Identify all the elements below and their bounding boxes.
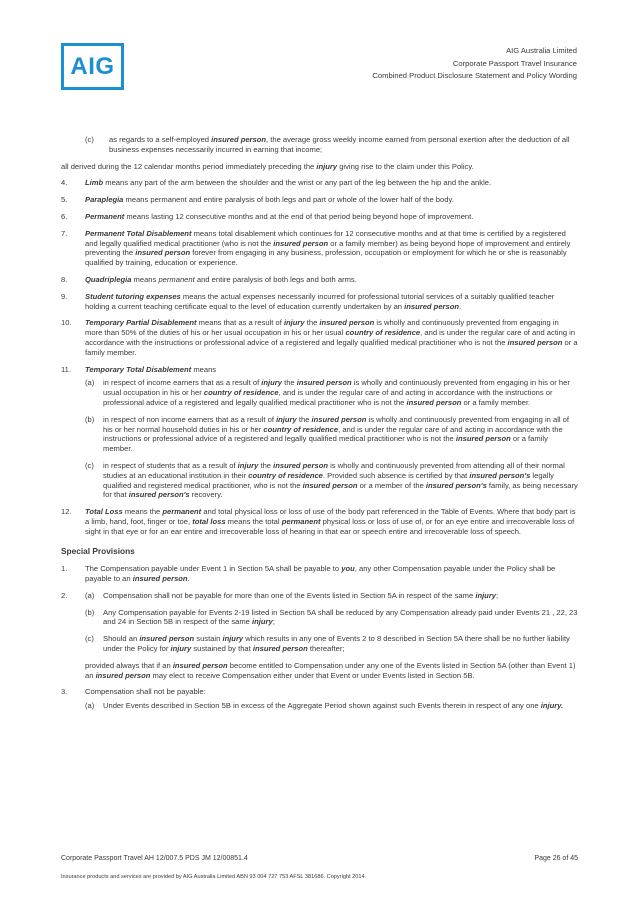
item-number: 11. [61,364,71,374]
item-number: 2. [61,590,68,600]
item-number: 1. [61,564,68,574]
item-number: 8. [61,274,68,284]
subitem-c [85,461,578,500]
item-number: 3. [61,687,68,697]
item-text: Should an insured person sustain injury which results in any one of Events 2 to 8 described in Section 5A there shall be no further liability under the Policy for injury sustained by that insured person thereafter; [103,634,570,654]
item-number: 4. [61,178,68,188]
provision-2-subitems [85,591,578,688]
definition-c [85,135,578,155]
item-number: (a) [85,590,95,600]
item-text: Temporary Total Disablement means [85,364,217,374]
item-text: Student tutoring expenses means the actual expenses necessarily incurred for professional tutorial services of a suitably qualified teacher holding a current teaching certificate equal to the level of education currently undertaken by an insured person. [85,291,555,311]
item-text: Quadriplegia means permanent and entire paralysis of both legs and both arms. [85,274,357,284]
definition-permanent-total-disablement [61,229,578,268]
page-number: Page 26 of 45 [534,855,578,862]
derived-paragraph: all derived during the 12 calendar months period immediately preceding the injury giving rise to the claim under this Policy. [61,161,474,171]
item-text: Temporary Partial Disablement means that as a result of injury the insured person is wholly and continuously prevented from engaging in more than 50% of the duties of his or her usual occupation in his or her usual country of residence, and is under the regular care of and acting in accordance with the instructions or professional advice of a registered and legally qualified medical practitioner who is not the insured person or a family member. [85,318,578,357]
subitem-a [85,701,578,711]
item-number: (a) [85,701,95,711]
footer-row [61,855,578,862]
item-text: Limb means any part of the arm between the shoulder and the wrist or any part of the leg between the hip and the ankle. [85,178,492,188]
document-header [372,45,577,83]
item-number: (b) [85,607,95,617]
provision-3-content [85,687,578,718]
definition-quadriplegia [61,275,578,285]
provision-3 [61,687,578,718]
temporary-total-subitems [85,378,578,500]
header-document: Combined Product Disclosure Statement and Policy Wording [372,71,577,80]
item-text: Under Events described in Section 5B in excess of the Aggregate Period shown against such Events therein in respect of any one injury. [103,701,564,711]
item-text: Compensation shall not be payable for more than one of the Events listed in Section 5A in respect of the same injury; [103,590,499,600]
item-text: in respect of non income earners that as a result of injury the insured person is wholly and continuously prevented from engaging in all of his or her normal household duties in his or her country of residence, and is under the regular care of and acting in accordance with the instructions or professional advice of a registered and legally qualified medical practitioner who is not the insured person or a family member. [103,414,570,454]
item-text: as regards to a self-employed insured person, the average gross weekly income earned from personal exertion after the deduction of all business expenses necessarily incurred in earning that income; [109,135,570,154]
definition-temporary-total [61,365,578,375]
definition-limb [61,178,578,188]
provision-2 [61,591,578,688]
subitem-a [85,591,578,601]
subitem-b [85,608,578,628]
special-provisions-heading: Special Provisions [61,545,135,556]
item-number: (c) [85,460,94,470]
item-text: Permanent Total Disablement means total disablement which continues for 12 consecutive months and at that time is certified by a registered and legally qualified medical practitioner (who is not the insured person or a family member) as being beyond hope of improvement and entirely preventing the insured person forever from engaging in any business, profession, occupation or employment for which he or she is reasonably qualified by training, education or experience. [85,228,571,268]
definition-permanent [61,212,578,222]
policy-body [61,135,578,718]
provision-2-proviso: provided always that if an insured person become entitled to Compensation under any one of the Events listed in Section 5A (other than Event 1) an insured person may elect to receive Compensation either under that Event or under Events listed in Section 5B. [85,660,576,680]
provision-1 [61,564,578,584]
item-number: 12. [61,507,72,517]
definition-temporary-partial [61,318,578,357]
aig-logo-text: AIG [70,52,115,80]
subitem-a [85,378,578,407]
item-text: in respect of income earners that as a result of injury the insured person is wholly and continuously prevented from engaging in his or her usual occupation in his or her country of residence, and is under the regular care of and acting in accordance with the instructions or professional advice of a registered and legally qualified medical practitioner who is not the insured person or a family member. [103,378,570,407]
subitem-c [85,634,578,654]
definition-paraplegia [61,195,578,205]
header-product: Corporate Passport Travel Insurance [452,58,577,68]
item-text: Total Loss means the permanent and total physical loss or loss of use of the body part referenced in the Table of Events. Where that body part is a limb, hand, foot, finger or toe, total loss means the total permanent physical loss or loss of use of, or for an eye entire and irrecoverable loss of sight in that eye or for an ear entire and irrecoverable loss of hearing in that ear or speech entire and irrecoverable loss of speech. [85,507,576,536]
aig-logo [61,43,124,90]
footer-legal: Insurance products and services are provided by AIG Australia Limited ABN 93 004 727 753 AFSL 381686. Copyright 2014. [61,874,367,880]
item-number: 10. [61,318,72,328]
header-company: AIG Australia Limited [506,46,577,55]
item-text: Permanent means lasting 12 consecutive months and at the end of that period being beyond hope of improvement. [85,211,474,221]
item-text: in respect of students that as a result of injury the insured person is wholly and continuously prevented from attending all of their normal studies at an educational institution in their country of residence. Provided such absence is certified by that insured person's legally qualified and registered medical practitioner, who is not the insured person or a member of the insured person's family, as being necessary for that insured person's recovery. [103,460,578,500]
item-number: 7. [61,228,68,238]
item-number: (c) [85,634,94,644]
definition-total-loss [61,507,578,536]
footer-reference: Corporate Passport Travel AH 12/007.5 PDS JM 12/00851.4 [61,855,248,862]
item-text: The Compensation payable under Event 1 in Section 5A shall be payable to you, any other Compensation payable under the Policy shall be payable to an insured person. [85,564,556,584]
item-number: (c) [85,135,94,144]
definition-student-tutoring [61,292,578,312]
item-number: 6. [61,211,68,221]
item-text: Any Compensation payable for Events 2-19 listed in Section 5A shall be reduced by any Compensation already paid under Events 21 , 22, 23 and 24 in Section 5B in respect of the same injury; [103,607,578,627]
item-number: (a) [85,378,95,388]
item-number: 5. [61,195,68,205]
item-text: Paraplegia means permanent and entire paralysis of both legs and part or whole of the lower half of the body. [85,195,454,205]
item-number: (b) [85,414,95,424]
subitem-b [85,415,578,454]
item-text: Compensation shall not be payable: [85,687,206,697]
item-number: 9. [61,291,68,301]
